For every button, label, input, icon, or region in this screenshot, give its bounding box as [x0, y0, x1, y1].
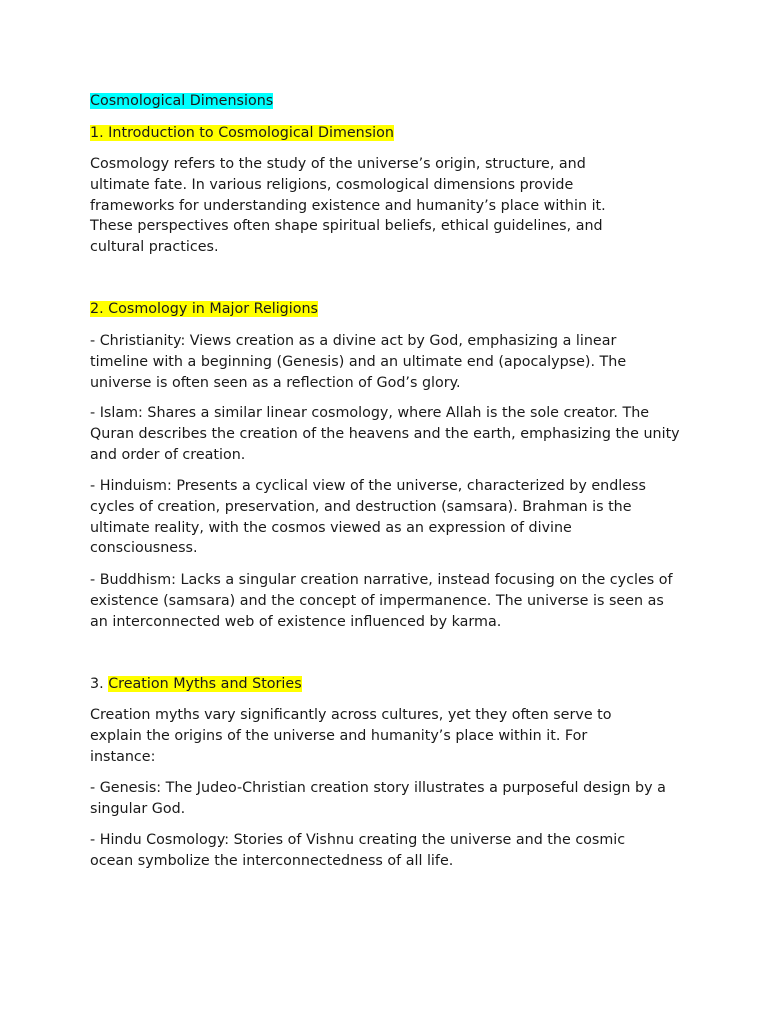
- section-3-heading: [90, 674, 302, 695]
- section-2-paragraph-hinduism: - Hinduism: Presents a cyclical view of the universe, characterized by endless cycles of creation, preservation, and destruction (samsara). Brahman is the ultimate reality, with the cosmos viewed as an expression of divine consciousness.: [90, 478, 646, 557]
- document-title-text: Cosmological Dimensions: [90, 93, 274, 109]
- section-1-heading: [90, 123, 394, 144]
- section-3-heading-number: 3.: [90, 676, 109, 692]
- section-3-paragraph-intro: Creation myths vary significantly across cultures, yet they often serve to explain the origins of the universe and humanity’s place within it. For instance:: [90, 707, 612, 765]
- document-title: [90, 91, 273, 112]
- section-2-heading: [90, 299, 318, 320]
- section-3-heading-text: Creation Myths and Stories: [108, 676, 302, 692]
- section-2-heading-text: 2. Cosmology in Major Religions: [90, 301, 318, 317]
- section-3-paragraph-hindu-cosmology: - Hindu Cosmology: Stories of Vishnu creating the universe and the cosmic ocean symbolize the interconnectedness of all life.: [90, 832, 626, 869]
- section-2-paragraph-buddhism: - Buddhism: Lacks a singular creation narrative, instead focusing on the cycles of existence (samsara) and the concept of impermanence. The universe is seen as an interconnected web of existence influenced by karma.: [90, 572, 673, 630]
- section-1-paragraph-1: Cosmology refers to the study of the universe’s origin, structure, and ultimate fate. In various religions, cosmological dimensions provide frameworks for understanding existence and humanity’s place within it. These perspectives often shape spiritual beliefs, ethical guidelines, and cultural practices.: [90, 156, 606, 256]
- section-3-paragraph-genesis: - Genesis: The Judeo-Christian creation story illustrates a purposeful design by a singular God.: [90, 780, 666, 817]
- section-2-paragraph-islam: - Islam: Shares a similar linear cosmology, where Allah is the sole creator. The Quran describes the creation of the heavens and the earth, emphasizing the unity and order of creation.: [90, 405, 680, 463]
- section-1-heading-text: 1. Introduction to Cosmological Dimension: [90, 125, 394, 141]
- section-2-paragraph-christianity: - Christianity: Views creation as a divine act by God, emphasizing a linear timeline with a beginning (Genesis) and an ultimate end (apocalypse). The universe is often seen as a reflection of God’s glory.: [90, 333, 627, 391]
